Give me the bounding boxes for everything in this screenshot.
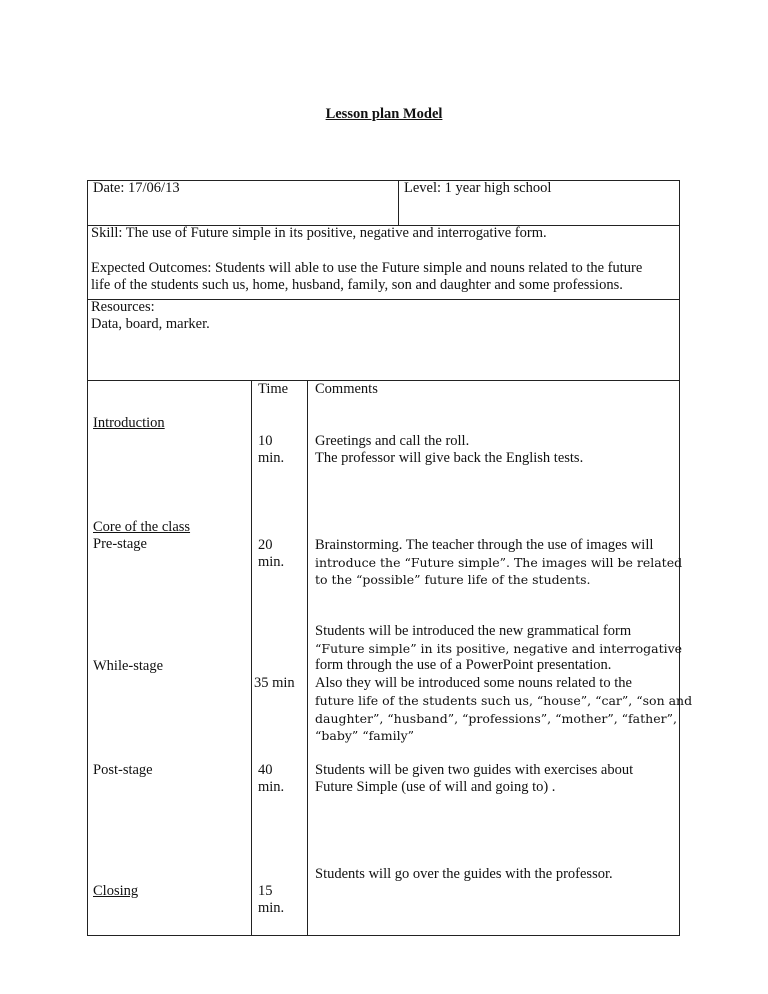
while-stage-comment-3: form through the use of a PowerPoint presentation.	[315, 657, 612, 673]
introduction-comment-2: The professor will give back the English tests.	[315, 450, 584, 466]
resources-label: Resources:	[91, 299, 155, 315]
while-stage-comment-4: Also they will be introduced some nouns related to the	[315, 675, 632, 691]
while-stage-comment-2: “Future simple” in its positive, negative and interrogative	[315, 641, 683, 656]
time-header: Time	[258, 381, 289, 397]
resources-box	[87, 299, 680, 381]
introduction-label: Introduction	[93, 415, 165, 431]
pre-stage-comment-3: to the “possible” future life of the students.	[315, 572, 591, 587]
pre-stage-time-unit: min.	[258, 554, 285, 570]
skill-text: Skill: The use of Future simple in its positive, negative and interrogative form.	[91, 225, 547, 241]
comments-header: Comments	[315, 381, 378, 397]
closing-label: Closing	[93, 883, 139, 899]
introduction-time-unit: min.	[258, 450, 285, 466]
closing-comment-1: Students will go over the guides with the professor.	[315, 866, 613, 882]
closing-time-unit: min.	[258, 900, 285, 916]
closing-time-value: 15	[258, 883, 273, 899]
post-stage-time-unit: min.	[258, 779, 285, 795]
while-stage-comment-6: daughter”, “husband”, “professions”, “mother”, “father”,	[315, 711, 677, 726]
while-stage-comment-7: “baby” “family”	[315, 728, 415, 743]
post-stage-label: Post-stage	[93, 762, 153, 778]
post-stage-comment-1: Students will be given two guides with exercises about	[315, 762, 634, 778]
pre-stage-comment-1: Brainstorming. The teacher through the use of images will	[315, 537, 654, 553]
document-title: Lesson plan Model	[325, 106, 443, 122]
pre-stage-time-value: 20	[258, 537, 273, 553]
outcomes-line-1: Expected Outcomes: Students will able to use the Future simple and nouns related to the future	[91, 260, 643, 276]
post-stage-time-value: 40	[258, 762, 273, 778]
while-stage-time: 35 min	[254, 675, 295, 691]
introduction-time-value: 10	[258, 433, 273, 449]
introduction-comment-1: Greetings and call the roll.	[315, 433, 470, 449]
pre-stage-label: Pre-stage	[93, 536, 147, 552]
while-stage-label: While-stage	[93, 658, 164, 674]
level-field: Level: 1 year high school	[404, 180, 552, 196]
resources-items: Data, board, marker.	[91, 316, 210, 332]
while-stage-comment-5: future life of the students such us, “house”, “car”, “son and	[315, 693, 693, 708]
plan-column-divider-1	[251, 380, 252, 936]
pre-stage-comment-2: introduce the “Future simple”. The images will be related	[315, 555, 683, 570]
date-field: Date: 17/06/13	[93, 180, 180, 196]
header-divider	[398, 180, 399, 226]
while-stage-comment-1: Students will be introduced the new grammatical form	[315, 623, 632, 639]
post-stage-comment-2: Future Simple (use of will and going to) .	[315, 779, 556, 795]
core-label: Core of the class	[93, 519, 191, 535]
outcomes-line-2: life of the students such us, home, husband, family, son and daughter and some professions.	[91, 277, 623, 293]
plan-column-divider-2	[307, 380, 308, 936]
